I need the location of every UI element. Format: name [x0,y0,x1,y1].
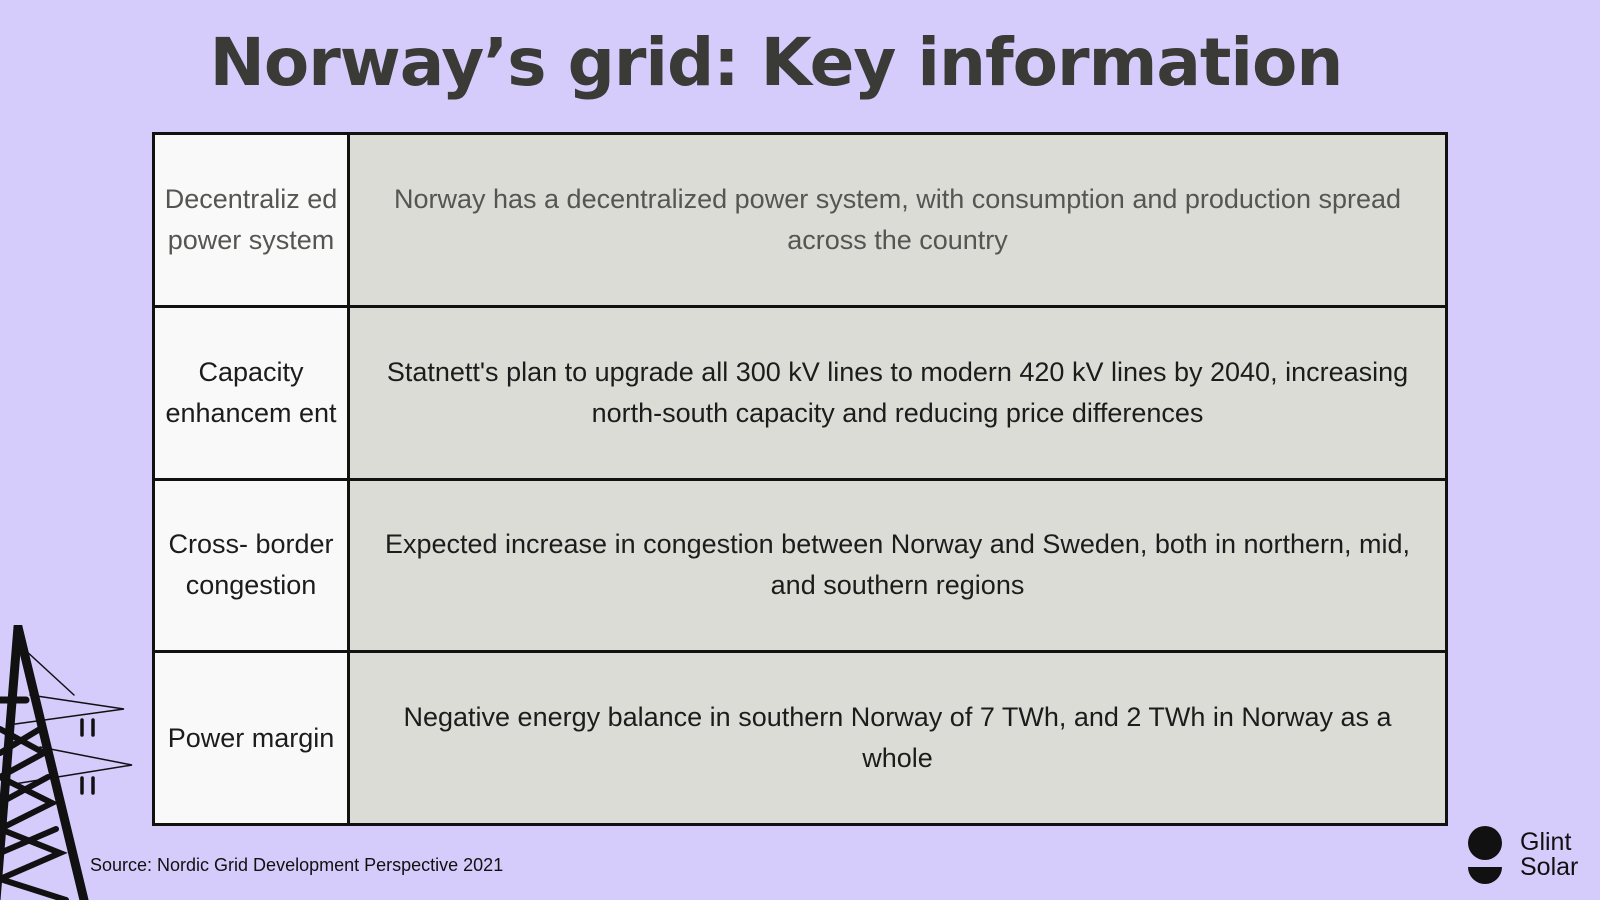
key-info-table [152,132,1448,826]
page-title: Norway’s grid: Key information [209,24,1343,101]
source-note: Source: Nordic Grid Development Perspective 2021 [90,855,504,875]
row-label: Power margin [154,652,349,825]
table-row [154,652,1447,825]
row-label: Cross- border congestion [154,479,349,652]
glint-solar-logo [1466,826,1578,884]
logo-line-1: Glint [1520,828,1572,856]
logo-line-2: Solar [1520,853,1579,881]
logo-wordmark [1520,830,1578,880]
table-row [154,479,1447,652]
logo-mark-icon [1466,826,1504,884]
row-label: Decentraliz ed power system [154,134,349,307]
table-row [154,134,1447,307]
table-row [154,306,1447,479]
row-description: Norway has a decentralized power system, with consumption and production spread across the country [349,134,1447,307]
row-description: Negative energy balance in southern Norway of 7 TWh, and 2 TWh in Norway as a whole [349,652,1447,825]
row-description: Expected increase in congestion between Norway and Sweden, both in northern, mid, and southern regions [349,479,1447,652]
row-label: Capacity enhancem ent [154,306,349,479]
row-description: Statnett's plan to upgrade all 300 kV lines to modern 420 kV lines by 2040, increasing north-south capacity and reducing price differences [349,306,1447,479]
